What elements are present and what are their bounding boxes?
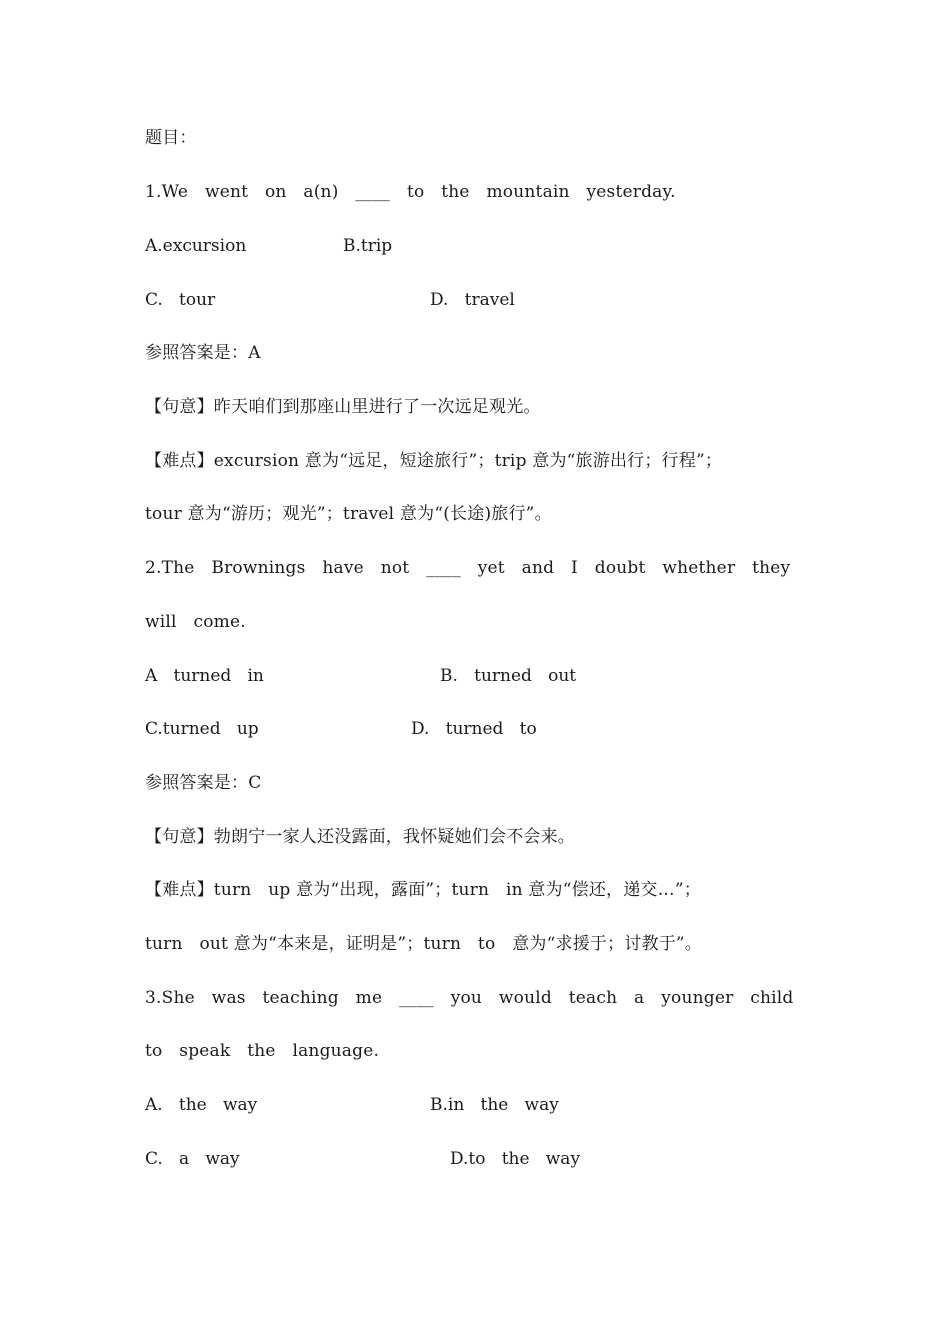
q3-option-b: B.in the way xyxy=(430,1095,559,1115)
q3-option-d: D.to the way xyxy=(450,1149,581,1169)
q1-difficulty-line1: 【难点】excursion 意为“远足，短途旅行”；trip 意为“旅游出行；行程”； xyxy=(145,451,723,471)
q2-stem-line2: will come. xyxy=(145,612,246,632)
q3-stem-line1: 3.She was teaching me ____ you would teach a younger child xyxy=(145,988,794,1008)
q3-stem-line2: to speak the language. xyxy=(145,1041,380,1061)
q2-meaning: 【句意】勃朗宁一家人还没露面，我怀疑她们会不会来。 xyxy=(145,827,575,847)
q1-option-a: A.excursion xyxy=(145,236,247,256)
q1-answer: 参照答案是：A xyxy=(145,343,261,363)
q1-option-d: D. travel xyxy=(430,290,515,310)
q1-option-c: C. tour xyxy=(145,290,216,310)
q1-option-b: B.trip xyxy=(343,236,393,256)
q1-meaning: 【句意】昨天咱们到那座山里进行了一次远足观光。 xyxy=(145,397,541,417)
q2-difficulty-line2: turn out 意为“本来是，证明是”；turn to 意为“求援于；讨教于”。 xyxy=(145,934,702,954)
q2-option-c: C.turned up xyxy=(145,719,259,739)
q3-option-c: C. a way xyxy=(145,1149,240,1169)
q2-difficulty-line1: 【难点】turn up 意为“出现，露面”；turn in 意为“偿还，递交…”； xyxy=(145,880,701,900)
q1-stem: 1.We went on a(n) ____ to the mountain yesterday. xyxy=(145,182,676,202)
q2-option-b: B. turned out xyxy=(440,666,577,686)
q2-option-d: D. turned to xyxy=(411,719,537,739)
q3-option-a: A. the way xyxy=(145,1095,258,1115)
q2-stem-line1: 2.The Brownings have not ____ yet and I doubt whether they xyxy=(145,558,791,578)
q2-option-a: A turned in xyxy=(145,666,264,686)
q1-difficulty-line2: tour 意为“游历；观光”；travel 意为“(长途)旅行”。 xyxy=(145,504,552,524)
q2-answer: 参照答案是：C xyxy=(145,773,262,793)
heading: 题目： xyxy=(145,128,197,148)
